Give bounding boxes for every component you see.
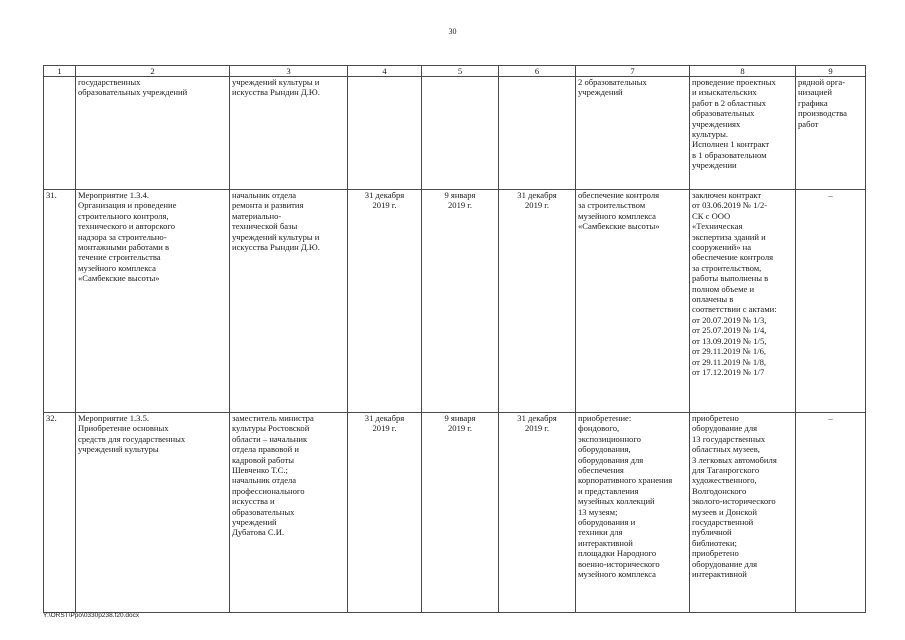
column-number: 3 — [230, 66, 348, 77]
plan-start-cell — [348, 77, 422, 190]
plan-end-cell — [422, 77, 499, 190]
report-table — [43, 65, 866, 613]
plan-end-cell: 9 января 2019 г. — [422, 413, 499, 613]
reason-cell: – — [796, 190, 866, 413]
column-number-row — [44, 66, 866, 77]
achieved-result-cell: заключен контракт от 03.06.2019 № 1/2- СК с ООО «Техническая экспертиза зданий и сооружений» на обеспечение контроля за строительством, работы выполнены в полном объеме и оплачены в соответствии с актами: от 20.07.2019 № 1/3, от 25.07.2019 № 1/4, от 13.09.2019 № 1/5, от 29.11.2019 № 1/6, от 29.11.2019 № 1/8, от 17.12.2019 № 1/7 — [690, 190, 796, 413]
row-number: 32. — [44, 413, 76, 613]
column-number: 7 — [576, 66, 690, 77]
file-path-footer: Y:\ORST\Ppo\0330p238.f20.docx — [43, 612, 140, 619]
row-number: 31. — [44, 190, 76, 413]
achieved-result-cell: приобретено оборудование для 13 государственных областных музеев, 3 легковых автомобиля для Таганрогского художественного, Волгодонского эколого-исторического музеев и Донской государственной публичной библиотеки; приобретено оборудование для интерактивной — [690, 413, 796, 613]
plan-start-cell: 31 декабря 2019 г. — [348, 190, 422, 413]
responsible-cell: заместитель министра культуры Ростовской области – начальник отдела правовой и кадровой работы Шевченко Т.С.; начальник отдела профессионального искусства и образовательных учреждений Дубатова С.И. — [230, 413, 348, 613]
column-number: 8 — [690, 66, 796, 77]
column-number: 1 — [44, 66, 76, 77]
event-cell: Мероприятие 1.3.5. Приобретение основных средств для государственных учреждений культуры — [76, 413, 230, 613]
expected-result-cell: обеспечение контроля за строительством музейного комплекса «Самбекские высоты» — [576, 190, 690, 413]
page-number: 30 — [448, 27, 457, 36]
fact-date-cell — [499, 77, 576, 190]
table-row — [44, 190, 866, 413]
plan-end-cell: 9 января 2019 г. — [422, 190, 499, 413]
event-cell: Мероприятие 1.3.4. Организация и проведение строительного контроля, технического и авторского надзора за строительно- монтажными работами в течение строительства музейного комплекса «Самбекские высоты» — [76, 190, 230, 413]
column-number: 2 — [76, 66, 230, 77]
column-number: 5 — [422, 66, 499, 77]
achieved-result-cell: проведение проектных и изыскательских работ в 2 областных образовательных учреждениях культуры. Исполнен 1 контракт в 1 образовательном учреждении — [690, 77, 796, 190]
responsible-cell: учреждений культуры и искусства Рындин Д.Ю. — [230, 77, 348, 190]
plan-start-cell: 31 декабря 2019 г. — [348, 413, 422, 613]
reason-cell: рядной орга- низацией графика производства работ — [796, 77, 866, 190]
table-row — [44, 413, 866, 613]
expected-result-cell: 2 образовательных учреждений — [576, 77, 690, 190]
responsible-cell: начальник отдела ремонта и развития материально- технической базы учреждений культуры и искусства Рындин Д.Ю. — [230, 190, 348, 413]
column-number: 9 — [796, 66, 866, 77]
expected-result-cell: приобретение: фондового, экспозиционного оборудования, оборудования для обеспечения корпоративного хранения и представления музейных коллекций 13 музеям; оборудования и техники для интерактивной площадки Народного военно-исторического музейного комплекса — [576, 413, 690, 613]
table-row — [44, 77, 866, 190]
row-number — [44, 77, 76, 190]
fact-date-cell: 31 декабря 2019 г. — [499, 413, 576, 613]
column-number: 4 — [348, 66, 422, 77]
event-cell: государственных образовательных учреждений — [76, 77, 230, 190]
column-number: 6 — [499, 66, 576, 77]
fact-date-cell: 31 декабря 2019 г. — [499, 190, 576, 413]
reason-cell: – — [796, 413, 866, 613]
